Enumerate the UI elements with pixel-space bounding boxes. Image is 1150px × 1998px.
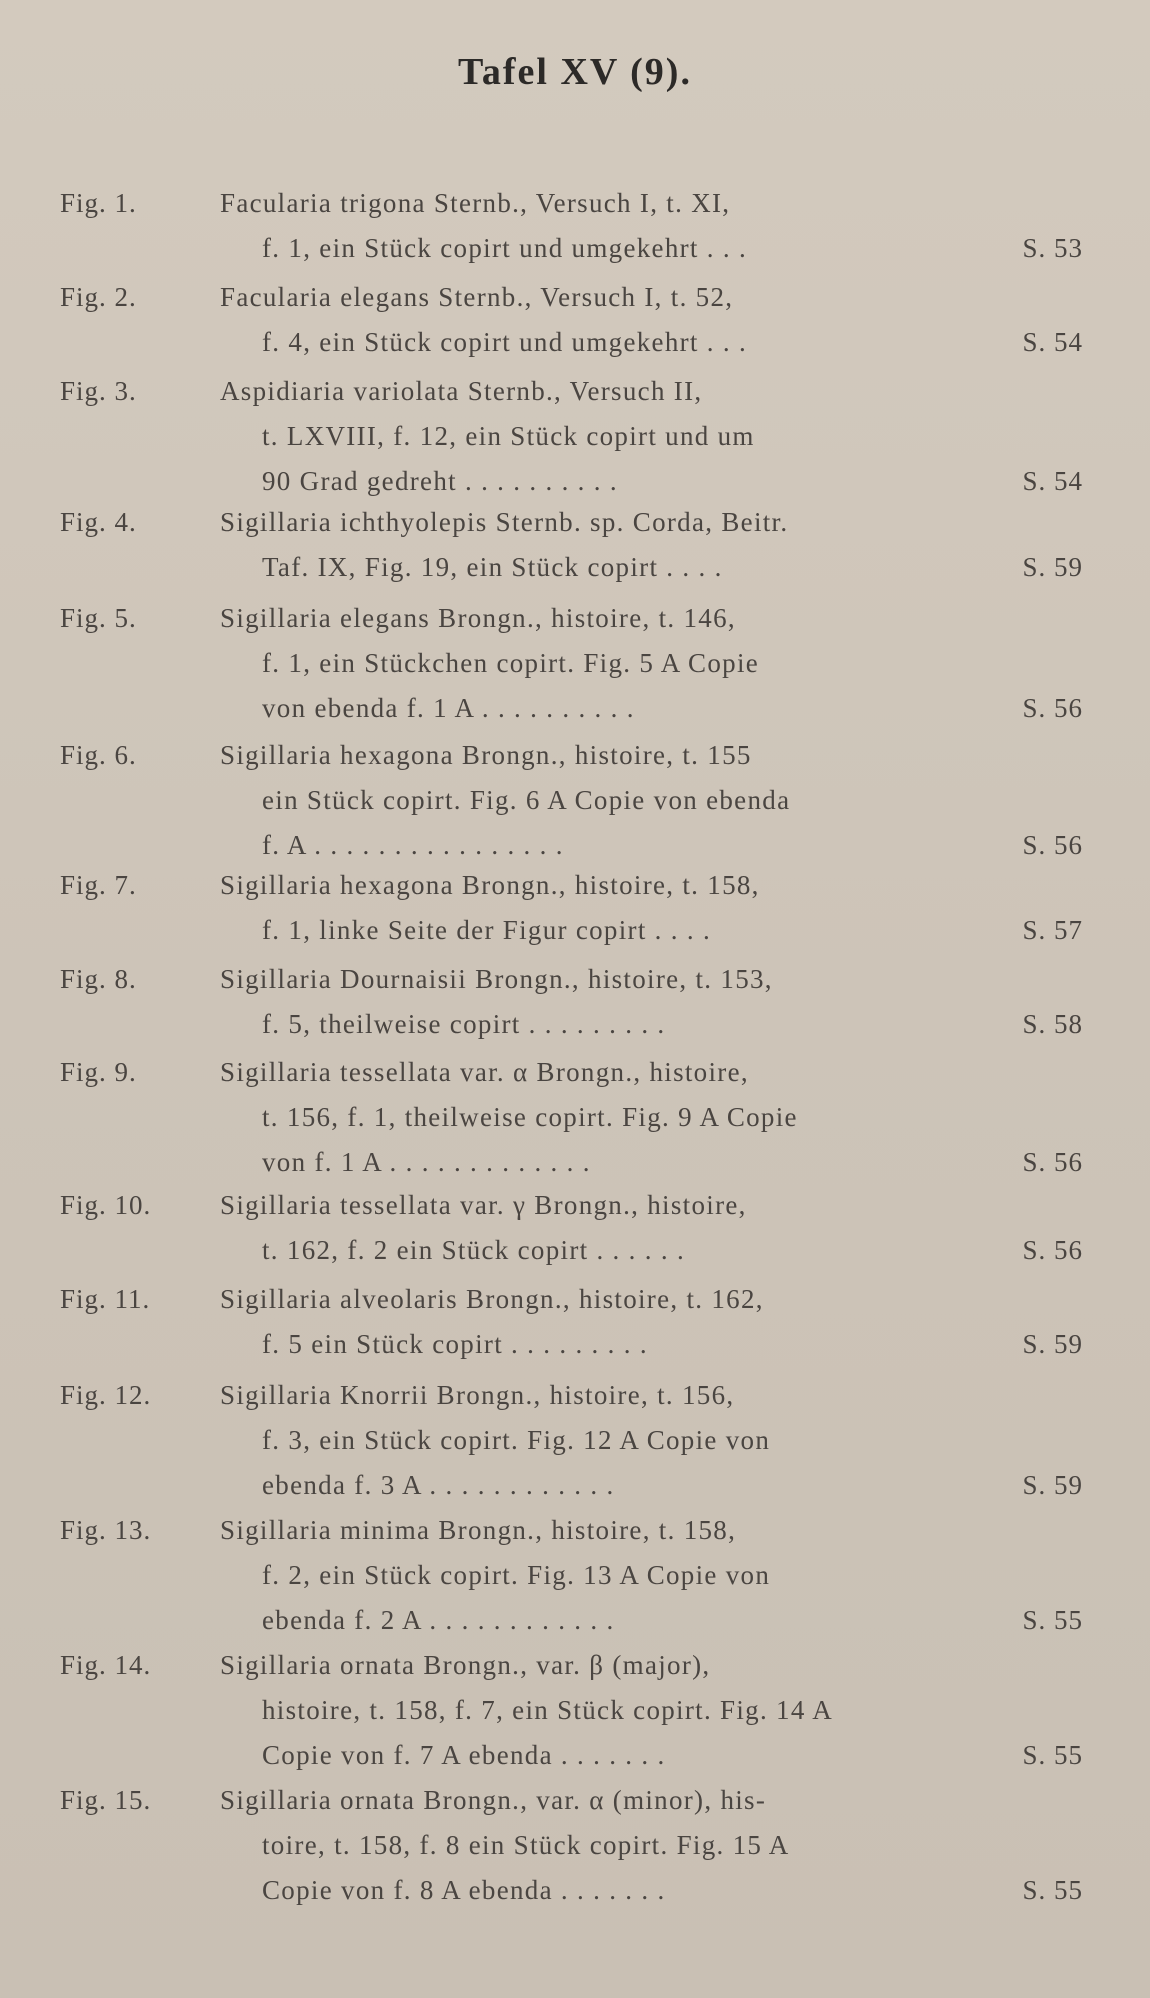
figure-description-continued: Copie von f. 8 A ebenda . . . . . . .	[262, 1875, 666, 1905]
figure-description: Facularia trigona Sternb., Versuch I, t. XI,	[220, 188, 731, 218]
figure-number: Fig. 13.	[60, 1515, 152, 1545]
figure-description: Sigillaria ichthyolepis Sternb. sp. Corda, Beitr.	[220, 507, 789, 537]
page-reference: S. 59	[1022, 552, 1083, 582]
figure-description-continued: t. 162, f. 2 ein Stück copirt . . . . . .	[262, 1235, 686, 1265]
figure-description-continued: toire, t. 158, f. 8 ein Stück copirt. Fig. 15 A	[262, 1830, 790, 1860]
figure-description-continued: t. 156, f. 1, theilweise copirt. Fig. 9 A Copie	[262, 1102, 798, 1132]
figure-number: Fig. 14.	[60, 1650, 152, 1680]
page-reference: S. 54	[1022, 466, 1083, 496]
figure-description-continued: Taf. IX, Fig. 19, ein Stück copirt . . . .	[262, 552, 723, 582]
figure-description-continued: Copie von f. 7 A ebenda . . . . . . .	[262, 1740, 666, 1770]
figure-description: Sigillaria tessellata var. α Brongn., histoire,	[220, 1057, 749, 1087]
figure-description: Sigillaria Knorrii Brongn., histoire, t. 156,	[220, 1380, 735, 1410]
figure-number: Fig. 15.	[60, 1785, 152, 1815]
page-reference: S. 55	[1022, 1875, 1083, 1905]
page-reference: S. 57	[1022, 915, 1083, 945]
figure-description-continued: von ebenda f. 1 A . . . . . . . . . .	[262, 693, 635, 723]
figure-description-continued: t. LXVIII, f. 12, ein Stück copirt und um	[262, 421, 755, 451]
figure-description: Sigillaria alveolaris Brongn., histoire, t. 162,	[220, 1284, 764, 1314]
page-reference: S. 53	[1022, 233, 1083, 263]
page-reference: S. 56	[1022, 830, 1083, 860]
figure-description-continued: f. 1, ein Stückchen copirt. Fig. 5 A Copie	[262, 648, 760, 678]
figure-number: Fig. 7.	[60, 870, 137, 900]
figure-number: Fig. 2.	[60, 282, 137, 312]
figure-description-continued: 90 Grad gedreht . . . . . . . . . .	[262, 466, 618, 496]
figure-description: Sigillaria elegans Brongn., histoire, t. 146,	[220, 603, 736, 633]
figure-description: Sigillaria minima Brongn., histoire, t. 158,	[220, 1515, 737, 1545]
figure-description-continued: f. 1, ein Stück copirt und umgekehrt . . .	[262, 233, 748, 263]
figure-number: Fig. 10.	[60, 1190, 152, 1220]
figure-description: Sigillaria tessellata var. γ Brongn., histoire,	[220, 1190, 747, 1220]
figure-description-continued: f. 1, linke Seite der Figur copirt . . . .	[262, 915, 712, 945]
figure-description: Sigillaria ornata Brongn., var. β (major),	[220, 1650, 711, 1680]
figure-description-continued: f. 5 ein Stück copirt . . . . . . . . .	[262, 1329, 648, 1359]
figure-description-continued: ebenda f. 2 A . . . . . . . . . . . .	[262, 1605, 615, 1635]
page-reference: S. 55	[1022, 1605, 1083, 1635]
figure-description-continued: f. 3, ein Stück copirt. Fig. 12 A Copie von	[262, 1425, 771, 1455]
page-reference: S. 59	[1022, 1329, 1083, 1359]
figure-description-continued: von f. 1 A . . . . . . . . . . . . .	[262, 1147, 591, 1177]
figure-number: Fig. 9.	[60, 1057, 137, 1087]
page-reference: S. 56	[1022, 693, 1083, 723]
plate-title: Tafel XV (9).	[458, 51, 692, 93]
page-reference: S. 56	[1022, 1235, 1083, 1265]
figure-description: Sigillaria hexagona Brongn., histoire, t. 155	[220, 740, 752, 770]
figure-number: Fig. 1.	[60, 188, 137, 218]
page-reference: S. 55	[1022, 1740, 1083, 1770]
figure-number: Fig. 8.	[60, 964, 137, 994]
figure-description-continued: histoire, t. 158, f. 7, ein Stück copirt. Fig. 14 A	[262, 1695, 834, 1725]
figure-number: Fig. 5.	[60, 603, 137, 633]
page-reference: S. 59	[1022, 1470, 1083, 1500]
figure-number: Fig. 4.	[60, 507, 137, 537]
figure-description-continued: ein Stück copirt. Fig. 6 A Copie von ebenda	[262, 785, 791, 815]
figure-description-continued: f. A . . . . . . . . . . . . . . . .	[262, 830, 564, 860]
page-reference: S. 56	[1022, 1147, 1083, 1177]
figure-description: Facularia elegans Sternb., Versuch I, t. 52,	[220, 282, 734, 312]
figure-description: Sigillaria ornata Brongn., var. α (minor), his-	[220, 1785, 767, 1815]
figure-number: Fig. 11.	[60, 1284, 151, 1314]
figure-description: Sigillaria hexagona Brongn., histoire, t. 158,	[220, 870, 760, 900]
page-reference: S. 58	[1022, 1009, 1083, 1039]
figure-number: Fig. 3.	[60, 376, 137, 406]
figure-number: Fig. 12.	[60, 1380, 152, 1410]
figure-description-continued: ebenda f. 3 A . . . . . . . . . . . .	[262, 1470, 615, 1500]
figure-description-continued: f. 4, ein Stück copirt und umgekehrt . . .	[262, 327, 748, 357]
page-reference: S. 54	[1022, 327, 1083, 357]
figure-description: Sigillaria Dournaisii Brongn., histoire, t. 153,	[220, 964, 773, 994]
figure-number: Fig. 6.	[60, 740, 137, 770]
figure-description: Aspidiaria variolata Sternb., Versuch II,	[220, 376, 703, 406]
figure-description-continued: f. 2, ein Stück copirt. Fig. 13 A Copie von	[262, 1560, 771, 1590]
figure-description-continued: f. 5, theilweise copirt . . . . . . . . .	[262, 1009, 666, 1039]
